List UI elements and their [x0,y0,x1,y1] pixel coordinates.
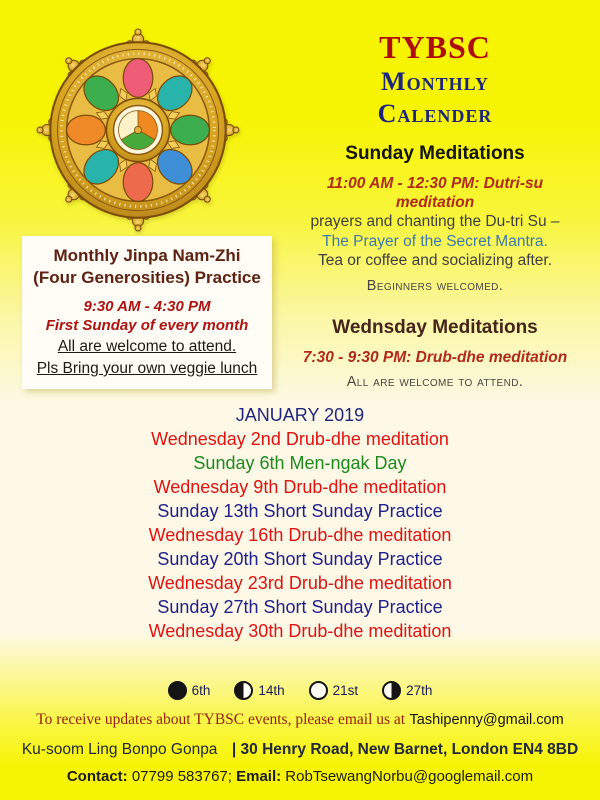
moon-phase-item [168,681,211,700]
dharma-wheel-image [36,28,240,237]
updates-line [0,711,600,729]
wednesday-time: 7:30 - 9:30 PM: Drub-dhe meditation [302,348,568,366]
moon-phase-row [0,681,600,700]
wednesday-meditations-heading: Wednsday Meditations [332,316,538,338]
sunday-desc-line1: prayers and chanting the Du-tri Su – [310,213,560,230]
moon-phase-label: 27th [406,683,433,698]
moon-phase-item [382,681,432,700]
jinpa-practice-box [22,236,272,389]
email-label: Email: [236,768,282,785]
sunday-desc-line2: The Prayer of the Secret Mantra. [322,232,548,250]
updates-email: Tashipenny@gmail.com [409,712,564,728]
contact-line [0,768,600,785]
calendar-event: Sunday 13th Short Sunday Practice [157,501,443,521]
moon-full-icon [309,681,328,700]
sessions-column [292,143,578,390]
contact-phone: 07799 583767; [131,768,232,785]
calendar-event: Sunday 6th Men-ngak Day [193,453,407,473]
updates-text: To receive updates about TYBSC events, please email us at [36,711,406,728]
calendar-event: Sunday 20th Short Sunday Practice [157,549,443,569]
sunday-desc-line3: Tea or coffee and socializing after. [317,252,553,269]
moon-new-icon [168,681,187,700]
calendar-event: Wednesday 30th Drub-dhe meditation [148,621,452,641]
calendar-event: Wednesday 2nd Drub-dhe meditation [151,429,449,449]
moon-phase-label: 21st [332,683,359,698]
calendar-event: Wednesday 16th Drub-dhe meditation [148,525,452,545]
calendar-event: Wednesday 9th Drub-dhe meditation [153,477,447,497]
wednesday-note: All are welcome to attend. [346,373,524,390]
sunday-meditations-heading: Sunday Meditations [345,143,525,164]
contact-label: Contact: [66,768,128,785]
sunday-time: 11:00 AM - 12:30 PM: Dutri-su meditation [326,175,544,211]
jinpa-time: 9:30 AM - 4:30 PM [83,298,211,315]
moon-phase-item [234,681,284,700]
venue-name: Ku-soom Ling Bonpo Gonpa [21,741,218,758]
org-name: TYBSC [379,29,491,65]
jinpa-schedule: First Sunday of every month [45,317,249,334]
beginners-note: Beginners welcomed. [366,277,504,294]
moon-half-left-icon [234,681,253,700]
dharma-wheel-icon [36,28,240,232]
moon-phase-label: 6th [191,683,211,698]
jinpa-heading-line1: Monthly Jinpa Nam-Zhi [53,246,241,265]
jinpa-note2: Pls Bring your own veggie lunch [36,360,258,377]
moon-phase-label: 14th [258,683,285,698]
page-title-line2: Calender [377,99,493,128]
venue-line [0,741,600,759]
page-title-line1: Monthly [381,67,489,96]
january-calendar [0,403,600,643]
moon-phase-item [309,681,359,700]
contact-email: RobTsewangNorbu@googlemail.com [285,768,534,785]
venue-address: | 30 Henry Road, New Barnet, London EN4 8BD [231,741,579,758]
calendar-event: Sunday 27th Short Sunday Practice [157,597,443,617]
jinpa-heading-line2: (Four Generosities) Practice [33,268,261,287]
calendar-event: Wednesday 23rd Drub-dhe meditation [148,573,452,593]
jinpa-note1: All are welcome to attend. [57,338,237,355]
january-events [0,427,600,643]
title-block [292,28,578,130]
moon-half-right-icon [382,681,401,700]
calendar-month-title: JANUARY 2019 [235,405,365,425]
